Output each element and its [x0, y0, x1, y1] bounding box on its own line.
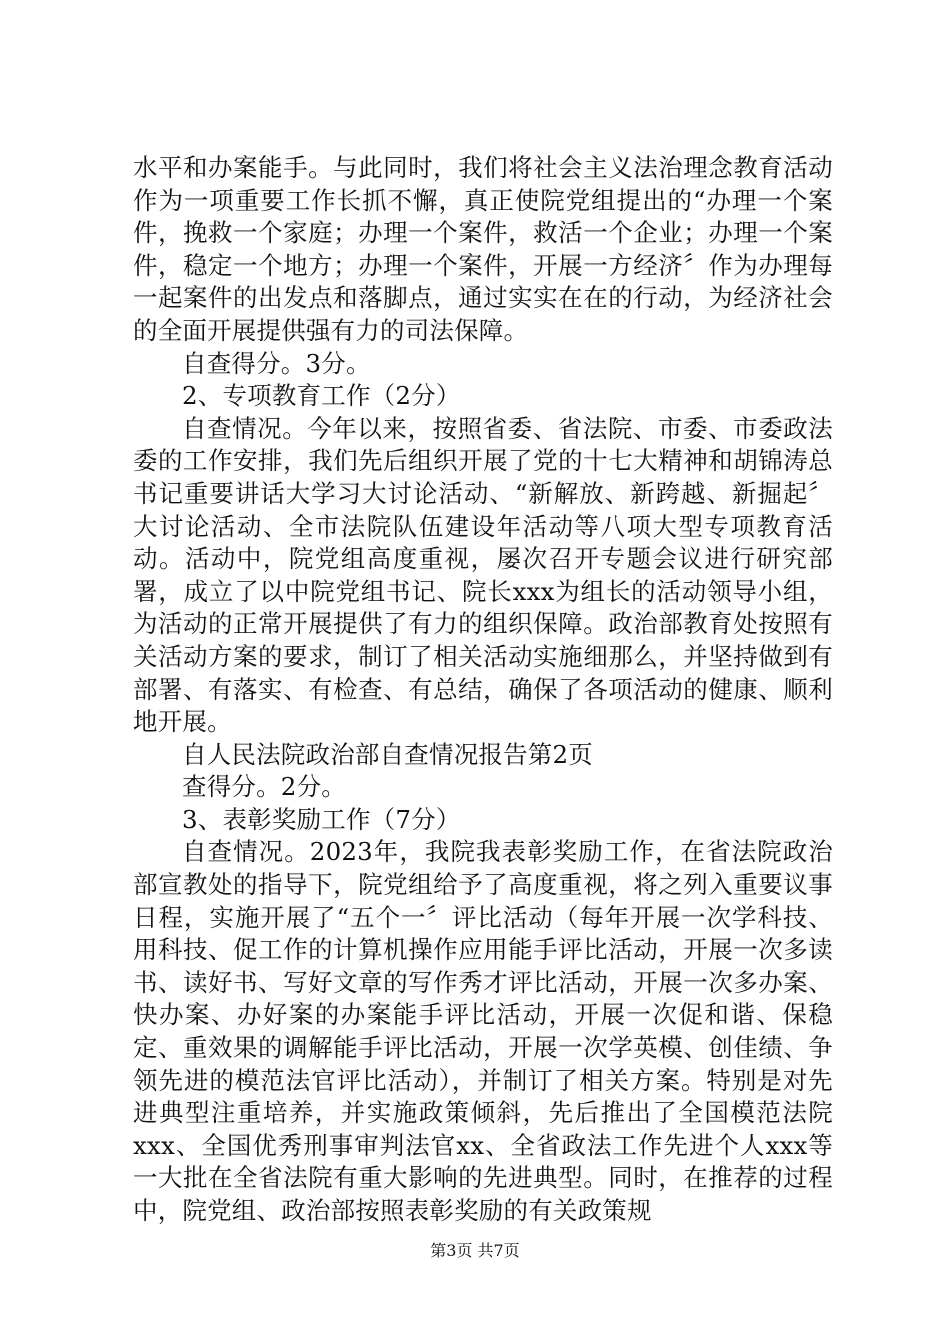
paragraph-5: 自人民法院政治部自查情况报告第2页 [182, 739, 593, 769]
paragraph-3: 2、专项教育工作（2分） [182, 381, 461, 411]
paragraph-4: 自查情况。今年以来，按照省委、省法院、市委、市委政法委的工作安排，我们先后组织开展了党的十七大精神和胡锦涛总书记重要讲话大学习大讨论活动、“新解放、新跨越、新掘起〞大讨论活动、全市法院队伍建设年活动等八项大型专项教育活动。活动中，院党组高度重视，屡次召开专题会议进行研究部署，成立了以中院党组书记、院长xxx为组长的活动领导小组，为活动的正常开展提供了有力的组织保障。政治部教育处按照有关活动方案的要求，制订了相关活动实施细那么，并坚持做到有部署、有落实、有检查、有总结，确保了各项活动的健康、顺利地开展。 [133, 413, 833, 737]
paragraph-8: 自查情况。2023年，我院我表彰奖励工作，在省法院政治部宣教处的指导下，院党组给予了高度重视，将之列入重要议事日程，实施开展了“五个一〞评比活动（每年开展一次学科技、用科技、促工作的计算机操作应用能手评比活动，开展一次多读书、读好书、写好文章的写作秀才评比活动，开展一次多办案、快办案、办好案的办案能手评比活动，开展一次促和谐、保稳定、重效果的调解能手评比活动，开展一次学英模、创佳绩、争领先进的模范法官评比活动），并制订了相关方案。特别是对先进典型注重培养，并实施政策倾斜，先后推出了全国模范法院xxx、全国优秀刑事审判法官xx、全省政法工作先进个人xxx等一大批在全省法院有重大影响的先进典型。同时，在推荐的过程中，院党组、政治部按照表彰奖励的有关政策规 [133, 837, 833, 1225]
page-footer: 第3页 共7页 [430, 1241, 520, 1260]
paragraph-7: 3、表彰奖励工作（7分） [182, 804, 461, 834]
document-body [133, 152, 833, 1228]
paragraph-1: 水平和办案能手。与此同时，我们将社会主义法治理念教育活动作为一项重要工作长抓不懈，真正使院党组提出的“办理一个案件，挽救一个家庭；办理一个案件，救活一个企业；办理一个案件，稳定一个地方；办理一个案件，开展一方经济〞作为办理每一起案件的出发点和落脚点，通过实实在在的行动，为经济社会的全面开展提供强有力的司法保障。 [133, 153, 833, 345]
paragraph-6: 查得分。2分。 [182, 772, 346, 802]
paragraph-2: 自查得分。3分。 [182, 348, 371, 378]
